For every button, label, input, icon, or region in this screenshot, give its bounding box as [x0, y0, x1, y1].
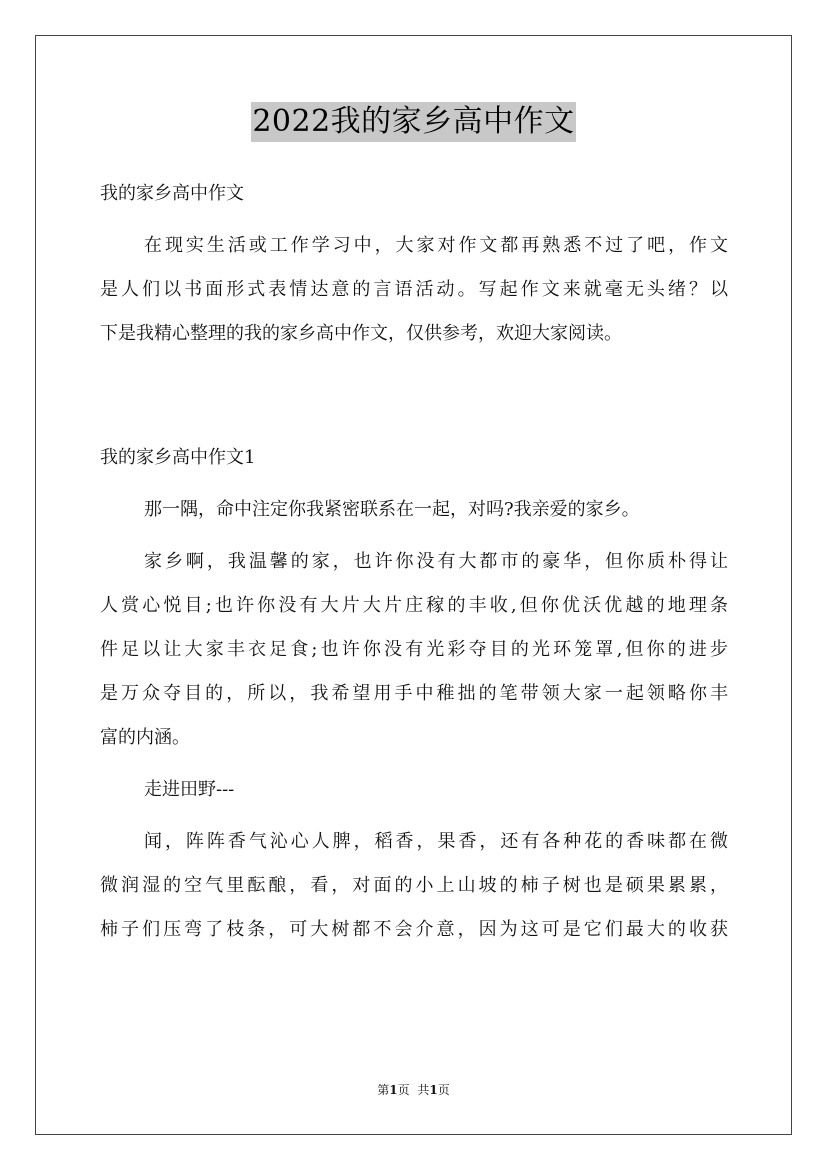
paragraph-2-line: 家乡啊，我温馨的家，也许你没有大都市的豪华，但你质朴得让 [144, 551, 728, 572]
paragraph-2-line: 人赏心悦目;也许你没有大片大片庄稼的丰收,但你优沃优越的地理条 [100, 595, 728, 616]
paragraph-2-line: 件足以让大家丰衣足食;也许你没有光彩夺目的光环笼罩,但你的进步 [100, 639, 728, 660]
spacer [100, 396, 728, 438]
footer-prefix: 第 [377, 1083, 390, 1097]
document-title: 2022我的家乡高中作文 [251, 102, 575, 142]
spacer [100, 758, 728, 770]
footer-total-unit: 页 [437, 1083, 450, 1097]
paragraph-2-line: 富的内涵。 [100, 727, 190, 748]
title-container [0, 102, 827, 142]
document-body [100, 174, 728, 950]
footer-total-pages: 1 [429, 1083, 438, 1097]
footer-page-number: 1 [389, 1083, 398, 1097]
spacer [100, 478, 728, 490]
paragraph-4-line: 柿子们压弯了枝条，可大树都不会介意，因为这可是它们最大的收获 [100, 919, 728, 940]
intro-line: 是人们以书面形式表情达意的言语活动。写起作文来就毫无头绪？以 [100, 279, 728, 300]
intro-heading: 我的家乡高中作文 [100, 183, 244, 204]
paragraph-1: 那一隅，命中注定你我紧密联系在一起，对吗?我亲爱的家乡。 [144, 499, 640, 520]
paragraph-4-line: 微润湿的空气里酝酿，看，对面的小上山坡的柿子树也是硕果累累， [100, 875, 728, 896]
intro-line: 在现实生活或工作学习中，大家对作文都再熟悉不过了吧，作文 [144, 235, 728, 256]
paragraph-2-line: 是万众夺目的，所以，我希望用手中稚拙的笔带领大家一起领略你丰 [100, 683, 728, 704]
spacer [100, 530, 728, 542]
spacer [100, 214, 728, 226]
paragraph-3: 走进田野--- [144, 779, 235, 800]
footer-page-unit: 页 [397, 1083, 410, 1097]
paragraph-4-line: 闻，阵阵香气沁心人脾，稻香，果香，还有各种花的香味都在微 [144, 831, 728, 852]
page-footer [0, 1082, 827, 1098]
intro-line: 下是我精心整理的我的家乡高中作文，仅供参考，欢迎大家阅读。 [100, 323, 622, 344]
footer-total-prefix: 共 [417, 1083, 430, 1097]
essay-heading: 我的家乡高中作文1 [100, 447, 256, 468]
spacer [100, 810, 728, 822]
spacer [100, 354, 728, 396]
